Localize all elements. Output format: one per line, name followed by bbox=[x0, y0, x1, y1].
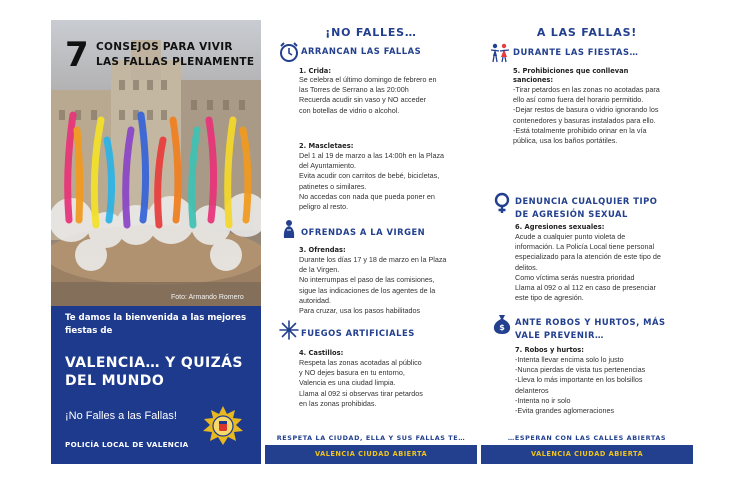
right-column bbox=[481, 20, 693, 464]
item-body: -Tirar petardos en las zonas no acotadas para ello así como fuera del horario permitido. -Dejar restos de basura o vidrio ignorando los contenedores y basuras instalados para ello. -Está totalmente prohibido orinar en la vía pública, usa los baños portátiles. bbox=[513, 85, 660, 146]
dancers-icon bbox=[489, 42, 511, 64]
middle-footer-text: RESPETA LA CIUDAD, ELLA Y SUS FALLAS TE… bbox=[276, 434, 466, 442]
virgin-icon bbox=[278, 218, 300, 240]
cover-slogan: ¡No Falles a las Fallas! bbox=[65, 410, 177, 422]
section-title: ARRANCAN LAS FALLAS bbox=[301, 46, 422, 56]
item-title: 2. Mascletaes: bbox=[299, 142, 354, 150]
section-title: DURANTE LAS FIESTAS… bbox=[513, 47, 639, 57]
welcome-text: Te damos la bienvenida a las mejores fiestas de bbox=[65, 313, 247, 337]
section-title: OFRENDAS A LA VIRGEN bbox=[301, 227, 426, 237]
cover-headline: VALENCIA… Y QUIZÁS DEL MUNDO bbox=[65, 355, 243, 390]
item-body: Respeta las zonas acotadas al público y NO dejes basura en tu entorno, Valencia es una ciudad limpia. Llama al 092 si observas tirar petardos en las zonas prohibidas. bbox=[299, 358, 423, 408]
item-body: Del 1 al 19 de marzo a las 14:00h en la Plaza del Ayuntamiento. Evita acudir con carritos de bebé, bicicletas, patinetes o similares. No accedas con nada que pueda poner en peligro al resto. bbox=[299, 151, 445, 212]
right-footer-text: …ESPERAN CON LAS CALLES ABIERTAS bbox=[507, 434, 667, 442]
money-bag-icon bbox=[491, 313, 513, 335]
item-body: Acude a cualquier punto violeta de información. La Policía Local tiene personal especializado para la atención de este tipo de delitos. Como víctima serás nuestra prioridad Llama al 092 o al 112 en caso de presenciar este tipo de agresión. bbox=[515, 232, 661, 303]
section-title: FUEGOS ARTIFICIALES bbox=[301, 328, 415, 338]
svg-text:$: $ bbox=[499, 323, 505, 332]
item-title: 7. Robos y hurtos: bbox=[515, 346, 584, 354]
photo-credit: Foto: Armando Romero bbox=[171, 294, 244, 301]
item-title: 5. Prohibiciones que conllevan sanciones: bbox=[513, 67, 629, 85]
item-title: 3. Ofrendas: bbox=[299, 246, 346, 254]
fireworks-photo bbox=[51, 20, 261, 306]
right-footer-bar bbox=[481, 445, 693, 464]
alarm-clock-icon bbox=[278, 41, 300, 63]
item-body: Durante los días 17 y 18 de marzo en la Plaza de la Virgen. No interrumpas el paso de las comisiones, sigue las indicaciones de los agentes de la autoridad. Para cruzar, usa los pasos habilitados bbox=[299, 255, 447, 316]
item-body: Se celebra el último domingo de febrero en las Torres de Serrano a las 20:00h Recuerda acudir sin vaso y NO acceder con botellas de vidrio o alcohol. bbox=[299, 75, 437, 115]
brochure-sheet bbox=[51, 20, 688, 464]
item-title: 1. Crida: bbox=[299, 67, 331, 75]
police-badge-icon bbox=[201, 404, 245, 448]
footer-bar-label: VALENCIA CIUDAD ABIERTA bbox=[314, 450, 428, 458]
item-title: 6. Agresiones sexuales: bbox=[515, 223, 605, 231]
title-number: 7 bbox=[65, 35, 89, 75]
middle-heading: ¡NO FALLES… bbox=[325, 26, 417, 39]
police-label: POLICÍA LOCAL DE VALENCIA bbox=[65, 440, 189, 449]
female-symbol-icon bbox=[491, 192, 513, 214]
item-title: 4. Castillos: bbox=[299, 349, 344, 357]
section-title: ANTE ROBOS Y HURTOS, MÁS VALE PREVENIR… bbox=[515, 317, 666, 340]
fireworks-icon bbox=[278, 319, 300, 341]
cover-title: CONSEJOS PARA VIVIR LAS FALLAS PLENAMENTE bbox=[96, 41, 255, 69]
middle-footer-bar bbox=[265, 445, 477, 464]
cover-panel bbox=[51, 20, 261, 464]
footer-bar-label: VALENCIA CIUDAD ABIERTA bbox=[530, 450, 644, 458]
section-title: DENUNCIA CUALQUIER TIPO DE AGRESIÓN SEXUAL bbox=[515, 196, 658, 219]
middle-column bbox=[265, 20, 477, 464]
item-body: -Intenta llevar encima solo lo justo -Nunca pierdas de vista tus pertenencias -Lleva lo más importante en los bolsillos delanteros -Intenta no ir solo -Evita grandes aglomeraciones bbox=[515, 355, 646, 416]
right-heading: A LAS FALLAS! bbox=[536, 26, 638, 39]
